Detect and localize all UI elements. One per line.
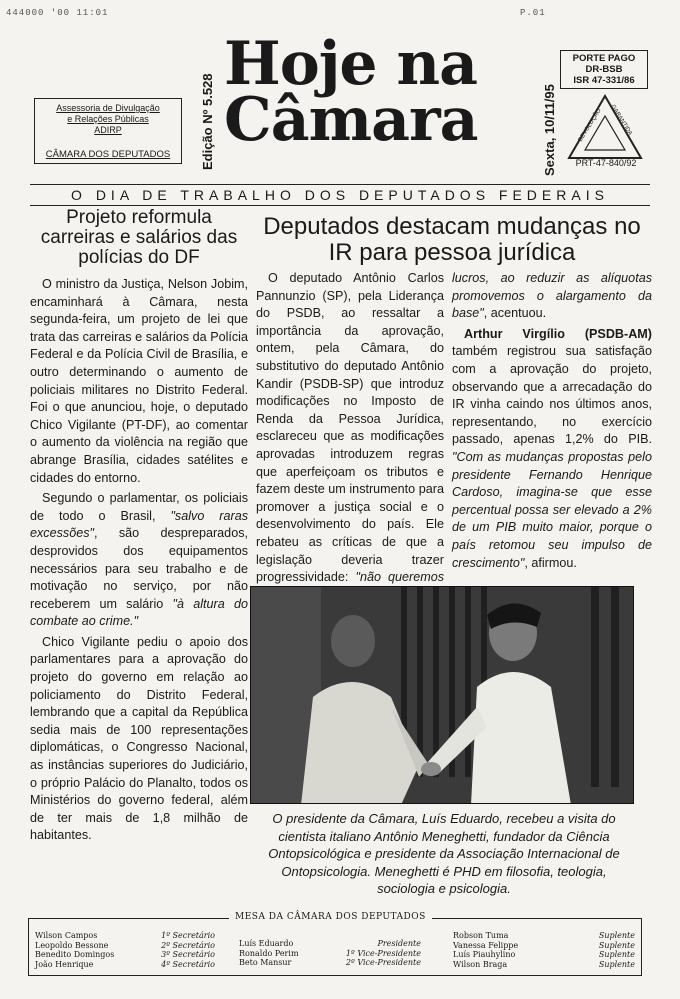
photo-caption: O presidente da Câmara, Luís Eduardo, recebeu a visita do cientista italiano Antônio Meneghetti, fundador da Ciência Ontopsicológica e presidente da Associação Internacional de Ontopsicologia. Meneghetti é PHD em filosofia, teologia, sociologia e psicologia. [268, 811, 620, 896]
issue-date: Sexta, 10/11/95 [542, 84, 557, 176]
member-role: Suplente [598, 931, 635, 940]
right-paragraph-2 [452, 326, 652, 572]
tagline: O DIA DE TRABALHO DOS DEPUTADOS FEDERAIS [30, 184, 650, 206]
news-photo [250, 586, 634, 804]
handshake-photo-icon [251, 587, 634, 804]
footer-column-2 [239, 939, 421, 968]
member-name: Leopoldo Bessone [35, 940, 109, 950]
fax-header-left: 444000 '00 11:01 [6, 8, 109, 18]
title-line-2: Câmara [224, 85, 478, 155]
member-name: Wilson Braga [453, 959, 508, 969]
member-role: 2º Secretário [161, 940, 215, 950]
footer-column-3 [453, 931, 635, 969]
mid-quote: "não queremos [355, 570, 445, 585]
member-name: Benedito Domingos [35, 950, 115, 959]
left-headline: Projeto reformula carreiras e salários das polícias do DF [40, 207, 238, 268]
footer-title: MESA DA CÂMARA DOS DEPUTADOS [229, 912, 432, 922]
member-role: Suplente [598, 950, 635, 959]
footer-row [239, 939, 421, 949]
footer-row [453, 950, 635, 960]
footer-row [35, 941, 215, 951]
right-quote-1: lucros, ao reduzir as alíquotas promovemos o alargamento da base" [452, 271, 652, 321]
left-article [30, 208, 248, 848]
member-role: 1º Secretário [161, 931, 215, 940]
footer-row [239, 958, 421, 968]
left-p2-quote-2: "à altura do combate ao crime." [30, 596, 249, 629]
member-name: Luís Piauhylino [453, 950, 516, 959]
adirp-line-3: ADIRP [94, 125, 122, 135]
fax-header-right: P.01 [520, 8, 546, 18]
member-name: Ronaldo Perim [239, 948, 299, 958]
member-name: Robson Tuma [453, 931, 509, 940]
edition-number: Edição Nº 5.528 [200, 73, 215, 170]
member-role: Suplente [598, 940, 635, 950]
masthead-area [30, 29, 650, 178]
left-paragraph-1: O ministro da Justiça, Nelson Jobim, encaminhará à Câmara, nesta segunda-feira, um projeto de lei que trata das carreiras e salários da Polícia Federal e da Polícia Civil de Brasília, e outro determinando o aumento de policiais militares no Distrito Federal. Foi o que anunciou, hoje, o deputado Chico Vigilante (PT-DF), ao comentar o aumento da violência na região que abrange Brasília, cidades satélites e cidades do entorno. [30, 277, 248, 485]
footer-row [35, 960, 215, 970]
footer-column-1 [35, 931, 215, 969]
footer-row [35, 950, 215, 960]
mid-p1-text: O deputado Antônio Carlos Pannunzio (SP), pela Liderança do PSDB, ao ressaltar a importância da aprovação, ontem, pela Câmara, do substitutivo do deputado Antônio Kandir (PSDB-SP) que introduz modificações no Imposto de Renda da Pessoa Jurídica, esclareceu que as modificações aprovadas introduzem regras que aperfeiçoam os tributos e fazem deste um instrumento para promover a justiça social e o desenvolvimento do país. Ele rebateu as críticas de que a legislação deveria trazer progressividade: [256, 271, 444, 585]
member-role: 1º Vice-Presidente [345, 948, 421, 958]
left-p2-quote-1: "salvo raras excessões" [30, 508, 248, 541]
left-paragraph-2 [30, 490, 248, 631]
footer-row [239, 949, 421, 959]
porte-line-3: ISR 47-331/86 [573, 75, 635, 86]
member-name: Vanessa Felippe [453, 940, 519, 950]
member-role: 3º Secretário [161, 950, 215, 959]
footer-row [453, 960, 635, 970]
adirp-line-2: e Relações Públicas [67, 114, 149, 124]
porte-line-2: DR-BSB [585, 64, 623, 75]
right-paragraph-1 [452, 270, 652, 323]
member-name: Beto Mansur [239, 958, 292, 967]
left-p2-text-a: Segundo o parlamentar, os policiais de todo o Brasil, [30, 491, 248, 523]
right-after-quote: , acentuou. [483, 306, 547, 321]
adirp-logo-box [34, 98, 182, 164]
member-name: Wilson Campos [35, 931, 98, 940]
left-p2-text-b: , são despreparados, desprovidos dos equipamentos necessários para seu trabalho e de motivação no serviço, por não receberem um salário [30, 526, 248, 611]
right-headline: Deputados destacam mudanças no IR para pessoa jurídica [263, 213, 641, 266]
title-line-1: Hoje na [224, 29, 477, 99]
mesa-footer [28, 912, 642, 976]
footer-row [453, 931, 635, 941]
right-quote-2: "Com as mudanças propostas pelo presidente Fernando Henrique Cardoso, imagina-se que esse percentual possa ser elevado a 2% de um PIB muito maior, porque o país retomou seu impulso de crescimento" [452, 449, 652, 570]
member-name: Luís Eduardo [239, 939, 294, 948]
adirp-line-1: Assessoria de Divulgação [56, 103, 160, 113]
seal-code: PRT-47-840/92 [575, 158, 637, 168]
right-p2-end: , afirmou. [524, 555, 577, 570]
adirp-camara: CÂMARA DOS DEPUTADOS [45, 149, 171, 160]
right-article-column-1 [256, 270, 444, 607]
newspaper-title [224, 29, 478, 155]
footer-row [453, 941, 635, 951]
member-name: João Henrique [35, 959, 94, 969]
member-role: 4º Secretário [161, 959, 215, 969]
footer-row [35, 931, 215, 941]
left-paragraph-3: Chico Vigilante pediu o apoio dos parlamentares para a aprovação do projeto do governo em relação ao policiamento do Distrito Federal, lembrando que a capital da República sedia mais de 100 representações diplomáticas, o Congresso Nacional, as instâncias superiores do Judiciário, o próprio Palácio do Planalto, todos os Ministérios do governo federal, além de ter mais de 1,8 milhão de habitantes. [30, 634, 248, 843]
seal-right-text: GARANTIDA [609, 103, 633, 137]
porte-line-1: PORTE PAGO [572, 53, 636, 64]
postal-seal-icon [565, 92, 645, 168]
porte-pago-box [560, 50, 648, 89]
member-role: Presidente [377, 939, 421, 948]
member-role: 2º Vice-Presidente [345, 958, 421, 967]
right-byline: Arthur Virgílio (PSDB-AM) [464, 326, 652, 341]
right-article-column-2 [452, 270, 652, 575]
mid-paragraph-1 [256, 270, 444, 604]
right-p2-text: também registrou sua satisfação com a aprovação do projeto, observando que a arrecadação do IR vinha caindo nos últimos anos, representando, no exercício passado, apenas 1,2% do PIB. [452, 344, 652, 447]
seal-left-text: DEVOLUÇÃO [577, 107, 603, 144]
member-role: Suplente [598, 959, 635, 969]
